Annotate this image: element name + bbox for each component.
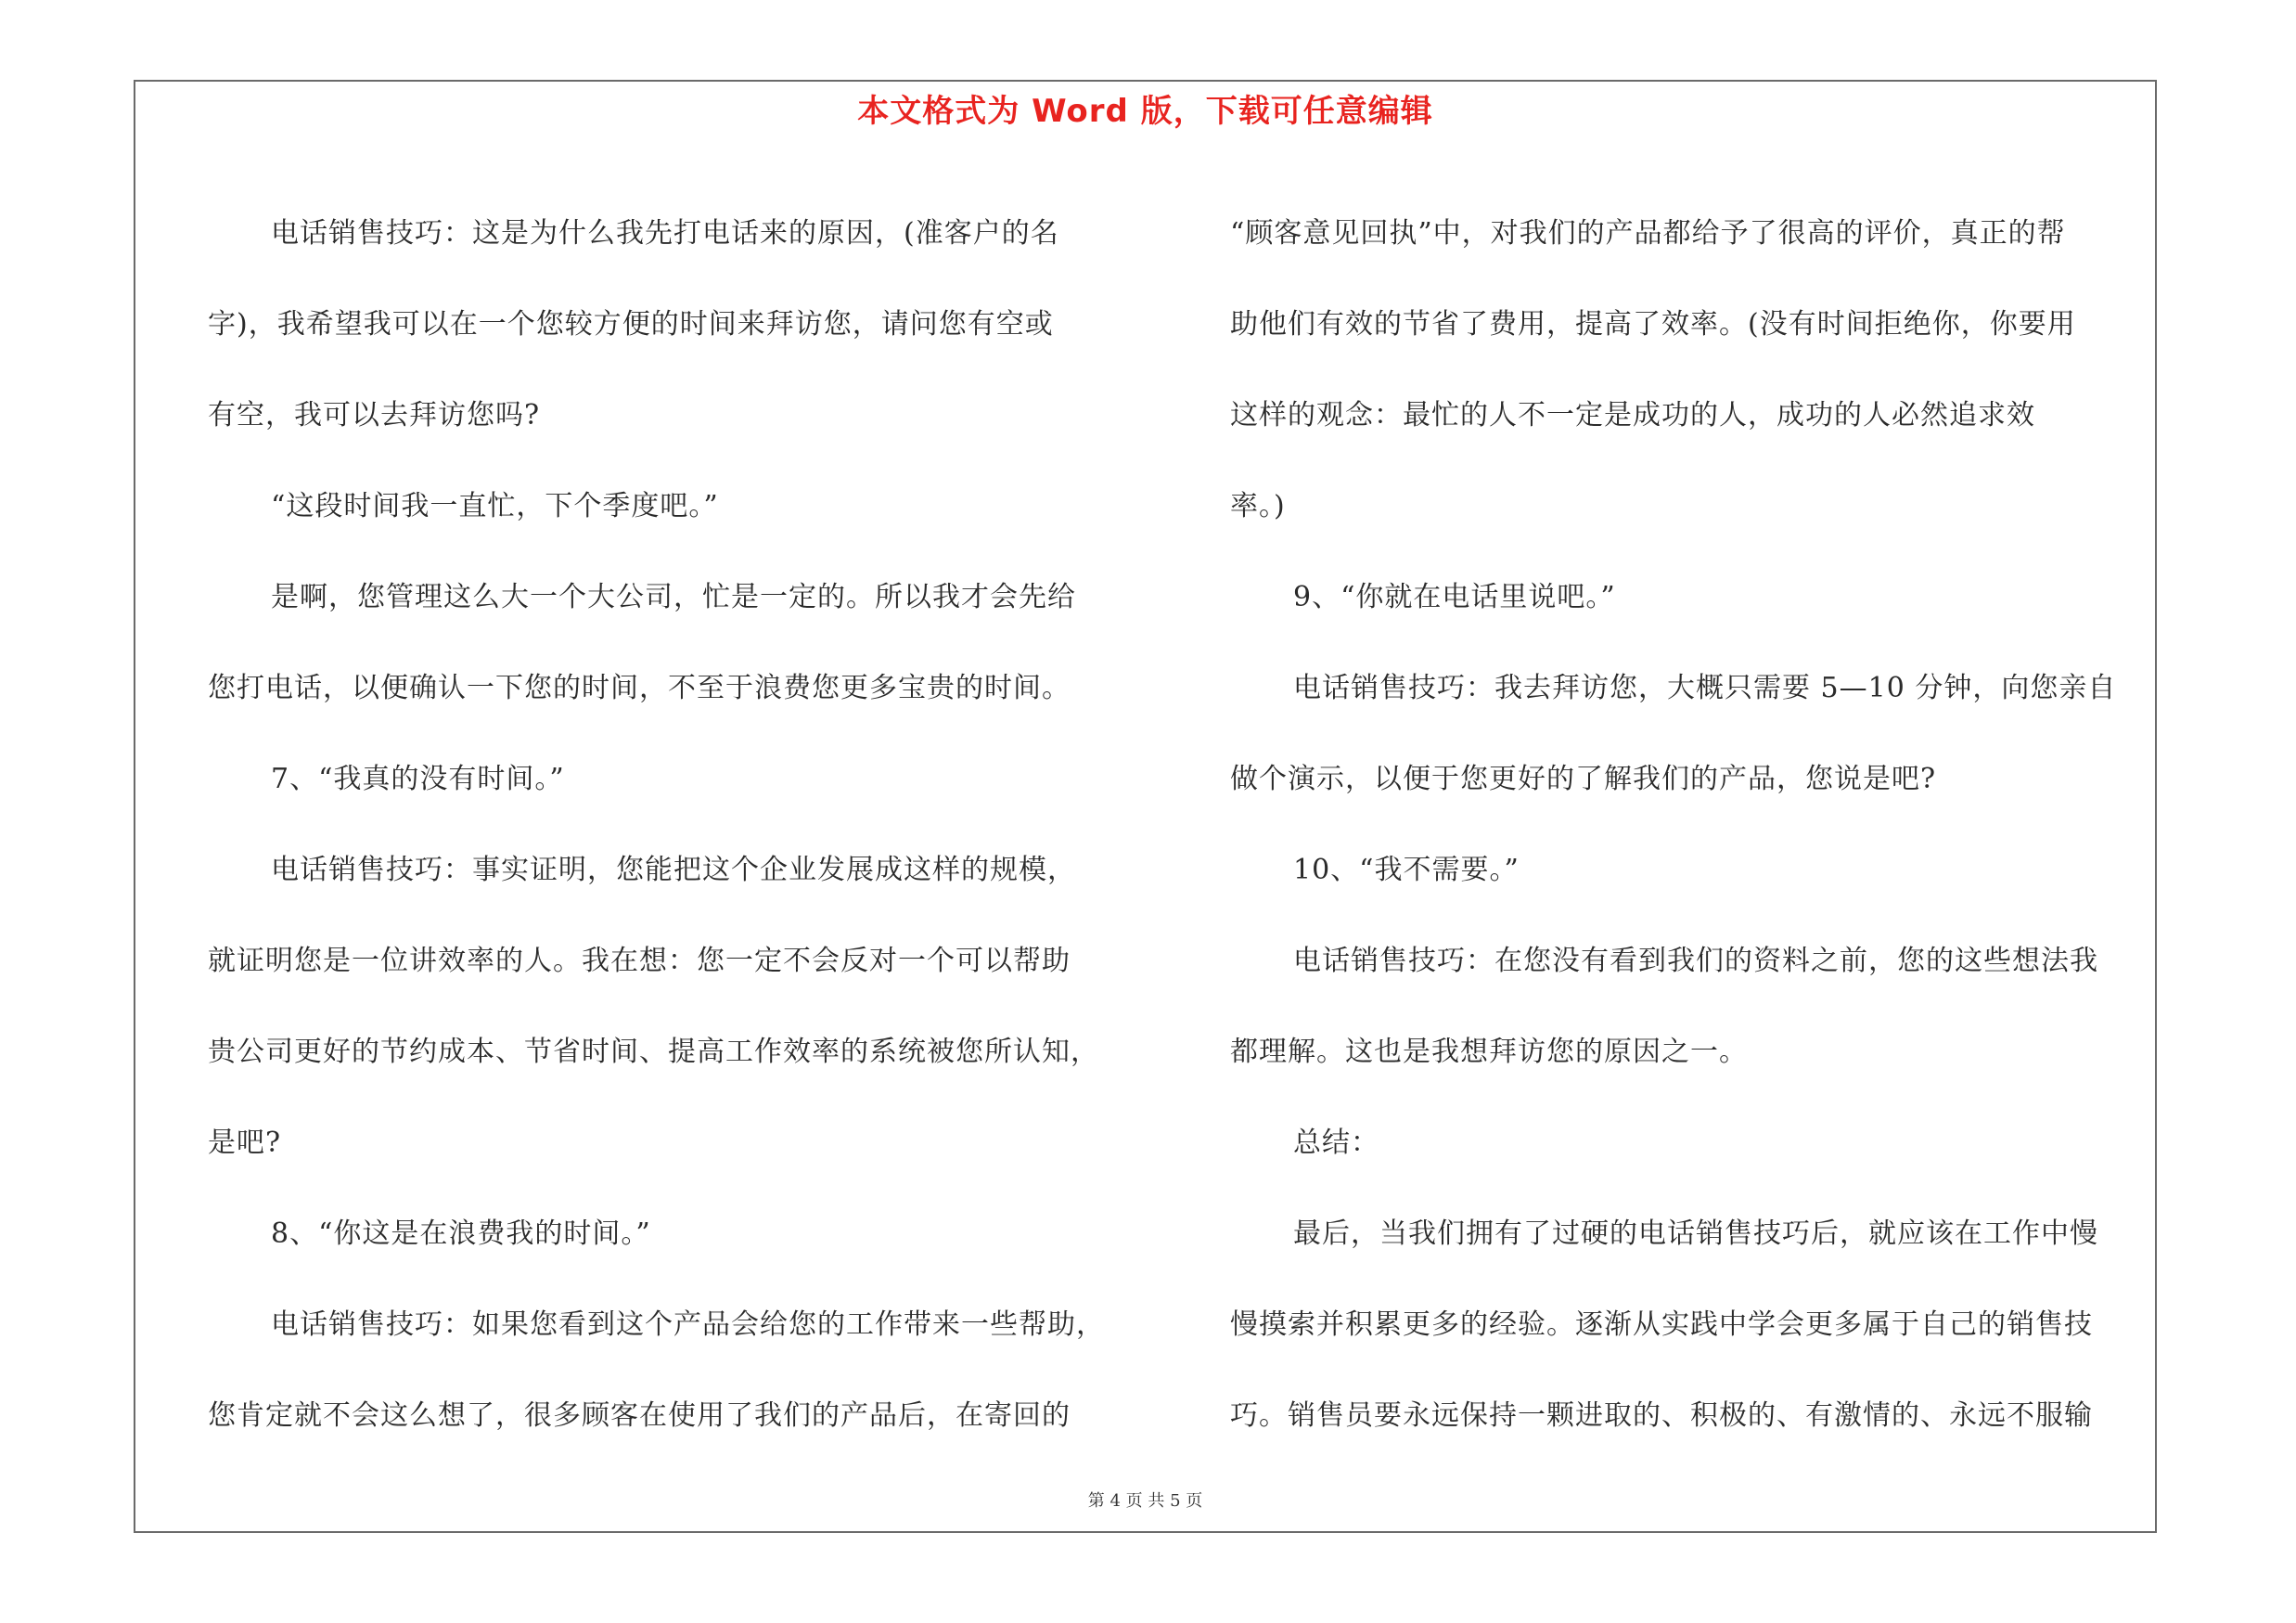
paragraph-line: 就证明您是一位讲效率的人。我在想：您一定不会反对一个可以帮助 — [208, 945, 1071, 977]
paragraph-line: 都理解。这也是我想拜访您的原因之一。 — [1230, 1036, 1748, 1068]
section-heading: 总结： — [1293, 1127, 1379, 1159]
paragraph-line: 助他们有效的节省了费用，提高了效率。(没有时间拒绝你，你要用 — [1230, 308, 2076, 341]
paragraph-line: 贵公司更好的节约成本、节省时间、提高工作效率的系统被您所认知， — [208, 1036, 1099, 1068]
paragraph-line: 这样的观念：最忙的人不一定是成功的人，成功的人必然追求效 — [1230, 399, 2035, 432]
section-heading: 8、“你这是在浪费我的时间。” — [271, 1217, 651, 1250]
paragraph-line: 有空，我可以去拜访您吗? — [208, 399, 541, 432]
paragraph-line: “这段时间我一直忙，下个季度吧。” — [271, 490, 719, 522]
paragraph-line: 电话销售技巧：在您没有看到我们的资料之前，您的这些想法我 — [1293, 945, 2098, 977]
paragraph-line: 您肯定就不会这么想了，很多顾客在使用了我们的产品后，在寄回的 — [208, 1399, 1071, 1432]
format-banner: 本文格式为 Word 版，下载可任意编辑 — [857, 93, 1433, 130]
paragraph-line: 最后，当我们拥有了过硬的电话销售技巧后，就应该在工作中慢 — [1293, 1217, 2098, 1250]
paragraph-line: 是吧? — [208, 1127, 282, 1159]
section-heading: 7、“我真的没有时间。” — [271, 763, 565, 795]
left-column — [208, 188, 1135, 1462]
paragraph-line: 是啊，您管理这么大一个大公司，忙是一定的。所以我才会先给 — [271, 581, 1076, 613]
paragraph-line: 电话销售技巧：如果您看到这个产品会给您的工作带来一些帮助， — [271, 1308, 1105, 1341]
right-column — [1230, 188, 2139, 1462]
paragraph-line: 做个演示，以便于您更好的了解我们的产品，您说是吧? — [1230, 763, 1937, 795]
paragraph-line: 您打电话，以便确认一下您的时间，不至于浪费您更多宝贵的时间。 — [208, 672, 1071, 704]
section-heading: 10、“我不需要。” — [1293, 854, 1520, 886]
paragraph-line: 电话销售技巧：这是为什么我先打电话来的原因，(准客户的名 — [271, 217, 1059, 250]
paragraph-line: 电话销售技巧：我去拜访您，大概只需要 5—10 分钟，向您亲自 — [1293, 672, 2117, 704]
paragraph-line: 电话销售技巧：事实证明，您能把这个企业发展成这样的规模， — [271, 854, 1076, 886]
page-frame — [134, 80, 2157, 1533]
paragraph-line: 巧。销售员要永远保持一颗进取的、积极的、有激情的、永远不服输 — [1230, 1399, 2093, 1432]
paragraph-line: 率。) — [1230, 490, 1286, 522]
paragraph-line: 慢摸索并积累更多的经验。逐渐从实践中学会更多属于自己的销售技 — [1230, 1308, 2093, 1341]
page-number-footer: 第 4 页 共 5 页 — [1087, 1491, 1203, 1511]
paragraph-line: “顾客意见回执”中，对我们的产品都给予了很高的评价，真正的帮 — [1230, 217, 2066, 250]
paragraph-line: 字)，我希望我可以在一个您较方便的时间来拜访您，请问您有空或 — [208, 308, 1054, 341]
section-heading: 9、“你就在电话里说吧。” — [1293, 581, 1616, 613]
